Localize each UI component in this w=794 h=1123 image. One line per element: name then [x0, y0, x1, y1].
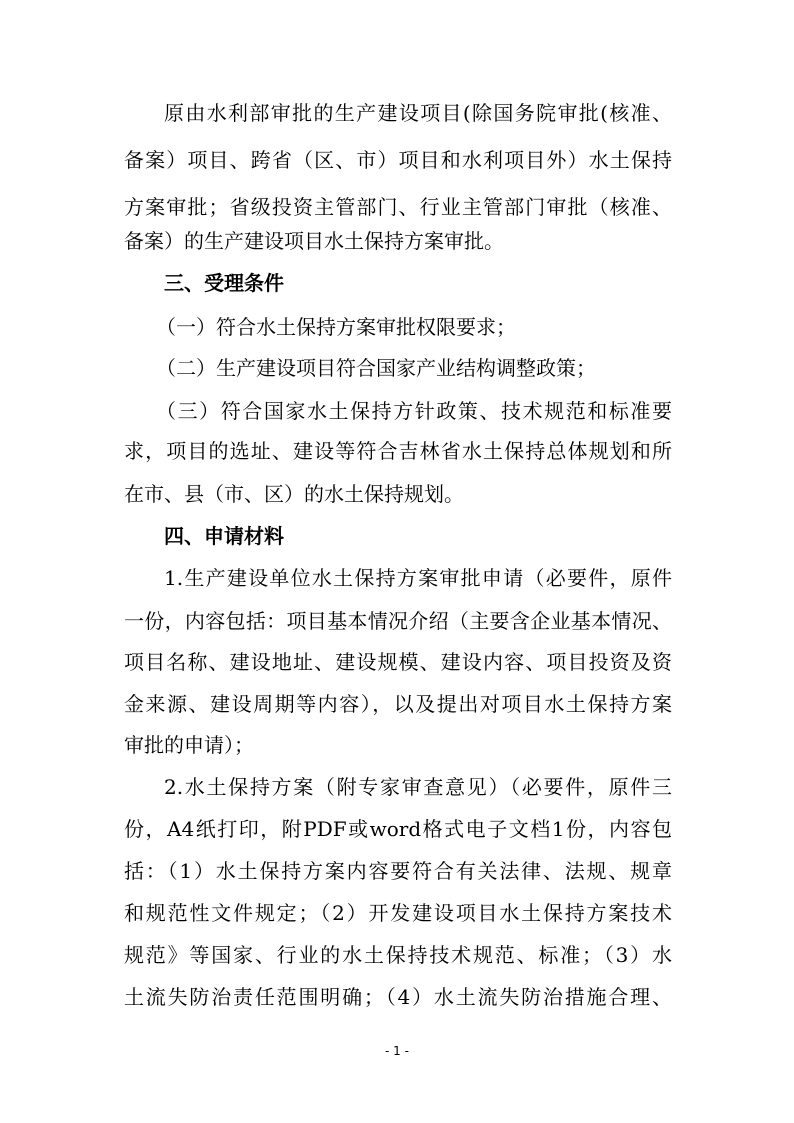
material-1-line-1: 1.生产建设单位水土保持方案审批申请（必要件，原件 [164, 566, 672, 590]
condition-line-3: （三）符合国家水土保持方针政策、技术规范和标准要 [156, 399, 672, 423]
condition-line-4: 求，项目的选址、建设等符合吉林省水土保持总体规划和所 [124, 439, 672, 463]
page-number: - 1 - [385, 1044, 409, 1058]
material-1-line-3: 项目名称、建设地址、建设规模、建设内容、项目投资及资 [124, 650, 672, 674]
section-heading-conditions: 三、受理条件 [164, 271, 284, 295]
scope-line-3: 方案审批；省级投资主管部门、行业主管部门审批（核准、 [124, 195, 672, 219]
condition-line-1: （一）符合水土保持方案审批权限要求； [156, 315, 516, 339]
condition-line-2: （二）生产建设项目符合国家产业结构调整政策； [156, 356, 596, 380]
section-heading-materials: 四、申请材料 [164, 524, 284, 548]
material-1-line-4: 金来源、建设周期等内容），以及提出对项目水土保持方案 [124, 692, 672, 716]
material-2-line-6: 土流失防治责任范围明确；（4）水土流失防治措施合理、 [124, 985, 672, 1009]
scope-line-1: 原由水利部审批的生产建设项目(除国务院审批(核准、 [164, 101, 672, 125]
material-2-line-4: 和规范性文件规定；（2）开发建设项目水土保持方案技术 [124, 901, 672, 925]
material-2-line-1: 2.水土保持方案（附专家审查意见）（必要件，原件三 [164, 775, 672, 799]
material-2-line-5: 规范》等国家、行业的水土保持技术规范、标准；（3）水 [124, 943, 672, 967]
scope-line-4: 备案）的生产建设项目水土保持方案审批。 [124, 229, 504, 253]
condition-line-5: 在市、县（市、区）的水土保持规划。 [124, 482, 464, 506]
scope-line-2: 备案）项目、跨省（区、市）项目和水利项目外）水土保持 [124, 148, 672, 172]
material-2-line-2: 份，A4纸打印，附PDF或word格式电子文档1份，内容包 [124, 817, 672, 841]
material-1-line-2: 一份，内容包括：项目基本情况介绍（主要含企业基本情况、 [124, 609, 672, 633]
material-2-line-3: 括：（1）水土保持方案内容要符合有关法律、法规、规章 [124, 859, 672, 883]
material-1-line-5: 审批的申请）； [124, 733, 254, 757]
